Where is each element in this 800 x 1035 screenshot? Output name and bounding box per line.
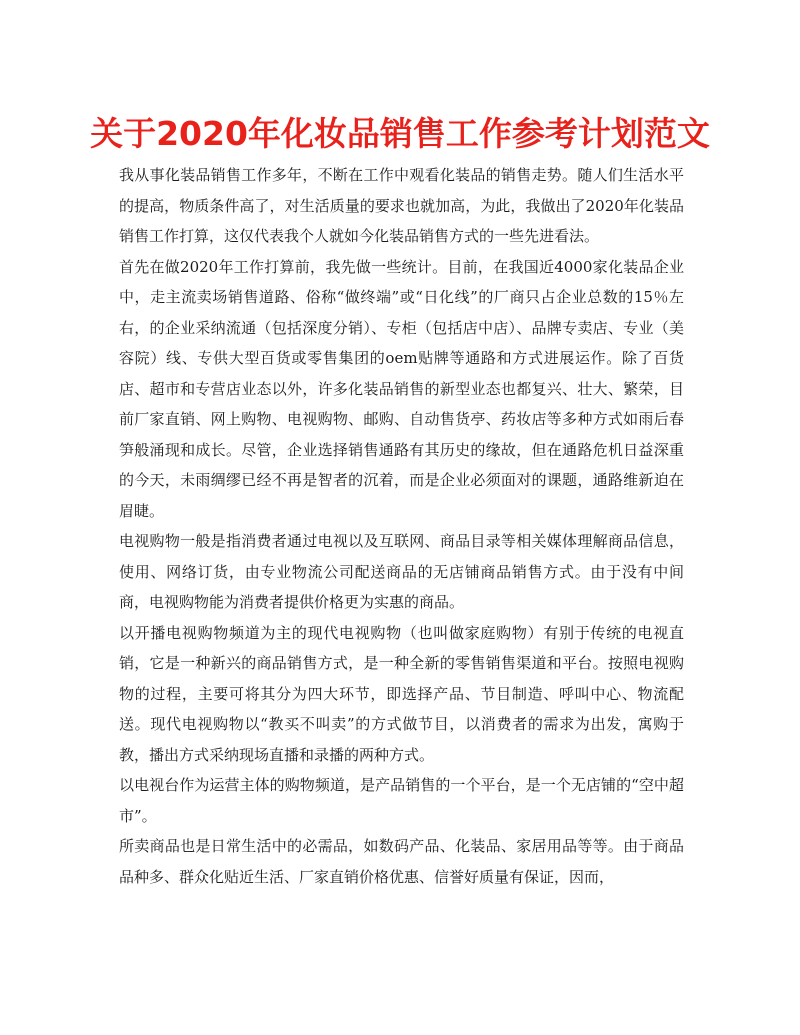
paragraph-5: 以电视台作为运营主体的购物频道，是产品销售的一个平台，是一个无店铺的“空中超市”。 [119,776,684,825]
paragraph-4: 以开播电视购物频道为主的现代电视购物（也叫做家庭购物）有别于传统的电视直销，它是一种新兴的商品销售方式，是一种全新的零售销售渠道和平台。按照电视购物的过程，主要可将其分为四大环节，即选择产品、节目制造、呼叫中心、物流配送。现代电视购物以“教买不叫卖”的方式做节目，以消费者的需求为出发，寓购于教，播出方式采纳现场直播和录播的两种方式。 [119,623,684,764]
document-title: 关于2020年化妆品销售工作参考计划范文 [90,114,710,153]
paragraph-2: 首先在做2020年工作打算前，我先做一些统计。目前，在我国近4000家化装品企业中，走主流卖场销售道路、俗称“做终端”或“日化线”的厂商只占企业总数的15％左右，的企业采纳流通（包括深度分销）、专柜（包括店中店）、品牌专卖店、专业（美容院）线、专供大型百货或零售集团的oem贴牌等通路和方式进展运作。除了百货店、超市和专营店业态以外，许多化装品销售的新型业态也都复兴、壮大、繁荣，目前厂家直销、网上购物、电视购物、邮购、自动售货亭、药妆店等多种方式如雨后春笋般涌现和成长。尽管，企业选择销售通路有其历史的缘故，但在通路危机日益深重的今天，未雨绸缪已经不再是智者的沉着，而是企业必须面对的课题，通路维新迫在眉睫。 [119,257,684,520]
paragraph-1: 我从事化装品销售工作多年，不断在工作中观看化装品的销售走势。随人们生活水平的提高，物质条件高了，对生活质量的要求也就加高，为此，我做出了2020年化装品销售工作打算，这仅代表我个人就如今化装品销售方式的一些先进看法。 [119,166,684,245]
paragraph-6: 所卖商品也是日常生活中的必需品，如数码产品、化装品、家居用品等等。由于商品品种多、群众化贴近生活、厂家直销价格优惠、信誉好质量有保证，因而， [119,837,684,886]
document-body [119,160,684,892]
paragraph-3: 电视购物一般是指消费者通过电视以及互联网、商品目录等相关媒体理解商品信息，使用、网络订货，由专业物流公司配送商品的无店铺商品销售方式。由于没有中间商，电视购物能为消费者提供价格更为实惠的商品。 [119,532,684,611]
